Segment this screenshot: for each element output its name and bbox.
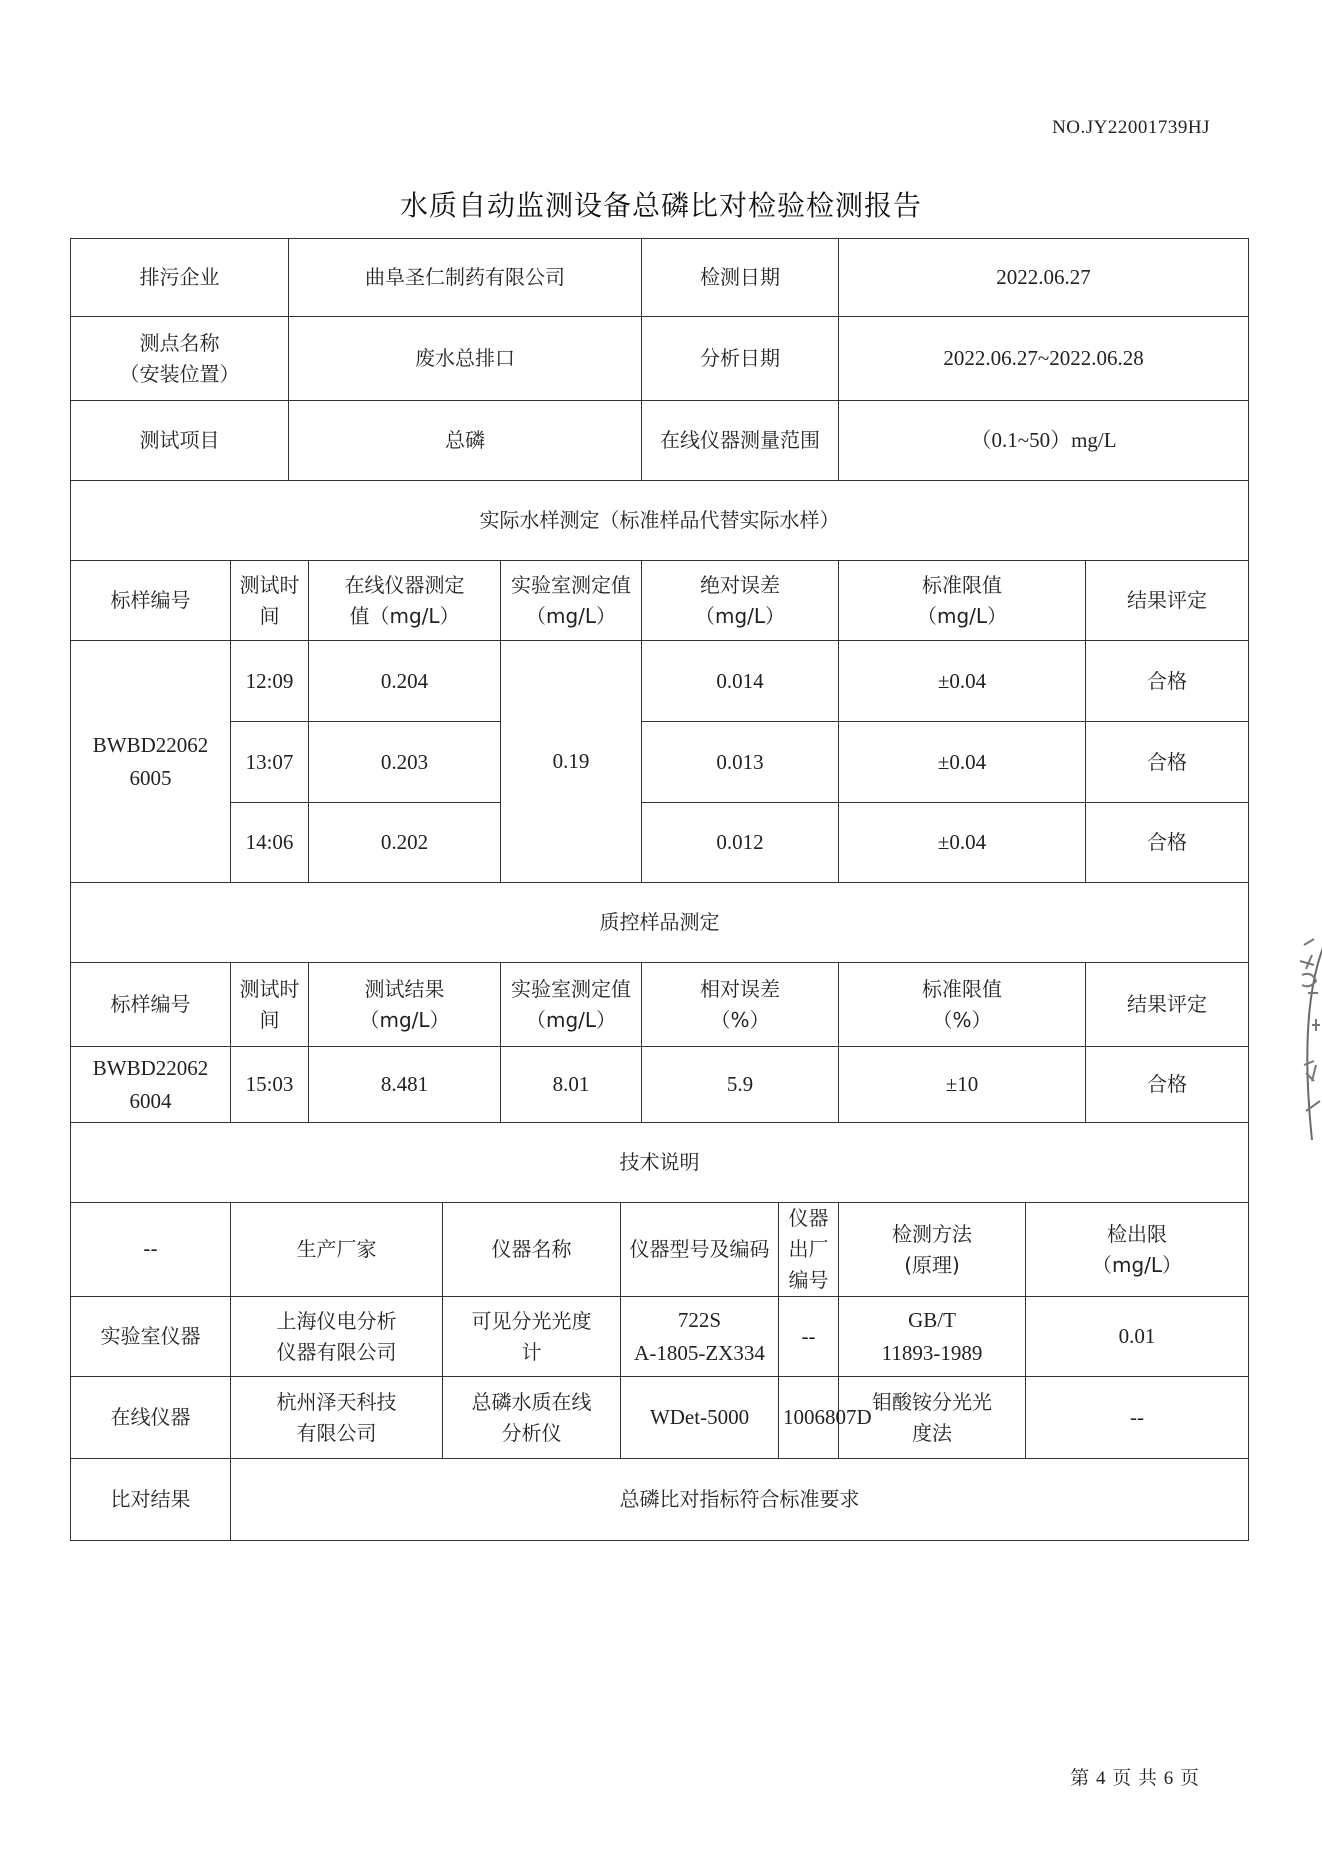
qc-lab-value: 8.01 <box>501 1047 642 1123</box>
actual-result: 合格 <box>1086 803 1249 883</box>
online-instrument-model: WDet-5000 <box>621 1377 779 1459</box>
qc-time: 15:03 <box>231 1047 309 1123</box>
actual-header-lab: 实验室测定值 （mg/L） <box>501 561 642 641</box>
tech-header-name: 仪器名称 <box>443 1203 621 1297</box>
qc-section-title-row <box>71 883 1249 963</box>
actual-limit: ±0.04 <box>839 722 1086 803</box>
tech-header-maker: 生产厂家 <box>231 1203 443 1297</box>
qc-section-title: 质控样品测定 <box>71 883 1249 963</box>
seal-stamp-fragment <box>1282 915 1322 1145</box>
qc-assessment: 合格 <box>1086 1047 1249 1123</box>
lab-instrument-serial: -- <box>779 1297 839 1377</box>
actual-header-row <box>71 561 1249 641</box>
tech-header-serial: 仪器出厂编号 <box>779 1203 839 1297</box>
online-instrument-name: 总磷水质在线 分析仪 <box>443 1377 621 1459</box>
actual-data-row <box>71 803 1249 883</box>
tech-row-online-instrument <box>71 1377 1249 1459</box>
actual-data-row <box>71 722 1249 803</box>
actual-time: 12:09 <box>231 641 309 722</box>
comparison-value: 总磷比对指标符合标准要求 <box>231 1459 1249 1541</box>
range-value: （0.1~50）mg/L <box>839 401 1249 481</box>
actual-online-value: 0.203 <box>309 722 501 803</box>
online-instrument-maker: 杭州泽天科技 有限公司 <box>231 1377 443 1459</box>
qc-header-rel-error: 相对误差 （%） <box>642 963 839 1047</box>
report-title: 水质自动监测设备总磷比对检验检测报告 <box>399 189 922 222</box>
qc-sample-id: BWBD22062 6004 <box>71 1047 231 1123</box>
enterprise-value: 曲阜圣仁制药有限公司 <box>289 239 642 317</box>
lab-instrument-name: 可见分光光度 计 <box>443 1297 621 1377</box>
report-table <box>70 238 1249 1541</box>
qc-header-limit: 标准限值 （%） <box>839 963 1086 1047</box>
actual-online-value: 0.202 <box>309 803 501 883</box>
qc-header-row <box>71 963 1249 1047</box>
actual-lab-value: 0.19 <box>501 641 642 883</box>
actual-section-title: 实际水样测定（标准样品代替实际水样） <box>71 481 1249 561</box>
lab-instrument-limit: 0.01 <box>1026 1297 1249 1377</box>
tech-header-detection-limit: 检出限 （mg/L） <box>1026 1203 1249 1297</box>
actual-header-online: 在线仪器测定 值（mg/L） <box>309 561 501 641</box>
point-label: 测点名称 （安装位置） <box>71 317 289 401</box>
online-instrument-serial: 1006807D <box>779 1377 839 1459</box>
online-instrument-label: 在线仪器 <box>71 1377 231 1459</box>
qc-data-row <box>71 1047 1249 1123</box>
actual-data-row <box>71 641 1249 722</box>
online-instrument-method: 钼酸铵分光光 度法 <box>839 1377 1026 1459</box>
tech-header-method: 检测方法 (原理) <box>839 1203 1026 1297</box>
actual-time: 14:06 <box>231 803 309 883</box>
actual-sample-id: BWBD22062 6005 <box>71 641 231 883</box>
info-row-point <box>71 317 1249 401</box>
actual-result: 合格 <box>1086 641 1249 722</box>
test-date-label: 检测日期 <box>642 239 839 317</box>
qc-header-result: 测试结果 （mg/L） <box>309 963 501 1047</box>
enterprise-label: 排污企业 <box>71 239 289 317</box>
tech-row-lab-instrument <box>71 1297 1249 1377</box>
actual-result: 合格 <box>1086 722 1249 803</box>
actual-header-result: 结果评定 <box>1086 561 1249 641</box>
info-row-enterprise <box>71 239 1249 317</box>
lab-instrument-label: 实验室仪器 <box>71 1297 231 1377</box>
actual-online-value: 0.204 <box>309 641 501 722</box>
online-instrument-limit: -- <box>1026 1377 1249 1459</box>
actual-header-time: 测试时间 <box>231 561 309 641</box>
actual-time: 13:07 <box>231 722 309 803</box>
actual-abs-error: 0.012 <box>642 803 839 883</box>
actual-abs-error: 0.013 <box>642 722 839 803</box>
qc-header-time: 测试时间 <box>231 963 309 1047</box>
actual-section-title-row <box>71 481 1249 561</box>
qc-limit: ±10 <box>839 1047 1086 1123</box>
page-number: 第 4 页 共 6 页 <box>1070 1768 1200 1789</box>
actual-header-sample-id: 标样编号 <box>71 561 231 641</box>
tech-header-row <box>71 1203 1249 1297</box>
actual-abs-error: 0.014 <box>642 641 839 722</box>
item-label: 测试项目 <box>71 401 289 481</box>
qc-rel-error: 5.9 <box>642 1047 839 1123</box>
analysis-date-label: 分析日期 <box>642 317 839 401</box>
comparison-label: 比对结果 <box>71 1459 231 1541</box>
tech-header-model: 仪器型号及编码 <box>621 1203 779 1297</box>
range-label: 在线仪器测量范围 <box>642 401 839 481</box>
tech-section-title-row <box>71 1123 1249 1203</box>
document-number: NO.JY22001739HJ <box>1052 117 1210 138</box>
comparison-row <box>71 1459 1249 1541</box>
lab-instrument-model: 722S A-1805-ZX334 <box>621 1297 779 1377</box>
tech-section-title: 技术说明 <box>71 1123 1249 1203</box>
actual-limit: ±0.04 <box>839 641 1086 722</box>
qc-header-sample-id: 标样编号 <box>71 963 231 1047</box>
actual-header-limit: 标准限值 （mg/L） <box>839 561 1086 641</box>
point-value: 废水总排口 <box>289 317 642 401</box>
lab-instrument-method: GB/T 11893-1989 <box>839 1297 1026 1377</box>
qc-header-assessment: 结果评定 <box>1086 963 1249 1047</box>
tech-header-blank: -- <box>71 1203 231 1297</box>
actual-header-abs-error: 绝对误差 （mg/L） <box>642 561 839 641</box>
qc-header-lab: 实验室测定值 （mg/L） <box>501 963 642 1047</box>
analysis-date-value: 2022.06.27~2022.06.28 <box>839 317 1249 401</box>
info-row-item <box>71 401 1249 481</box>
test-date-value: 2022.06.27 <box>839 239 1249 317</box>
actual-limit: ±0.04 <box>839 803 1086 883</box>
item-value: 总磷 <box>289 401 642 481</box>
lab-instrument-maker: 上海仪电分析 仪器有限公司 <box>231 1297 443 1377</box>
qc-result: 8.481 <box>309 1047 501 1123</box>
